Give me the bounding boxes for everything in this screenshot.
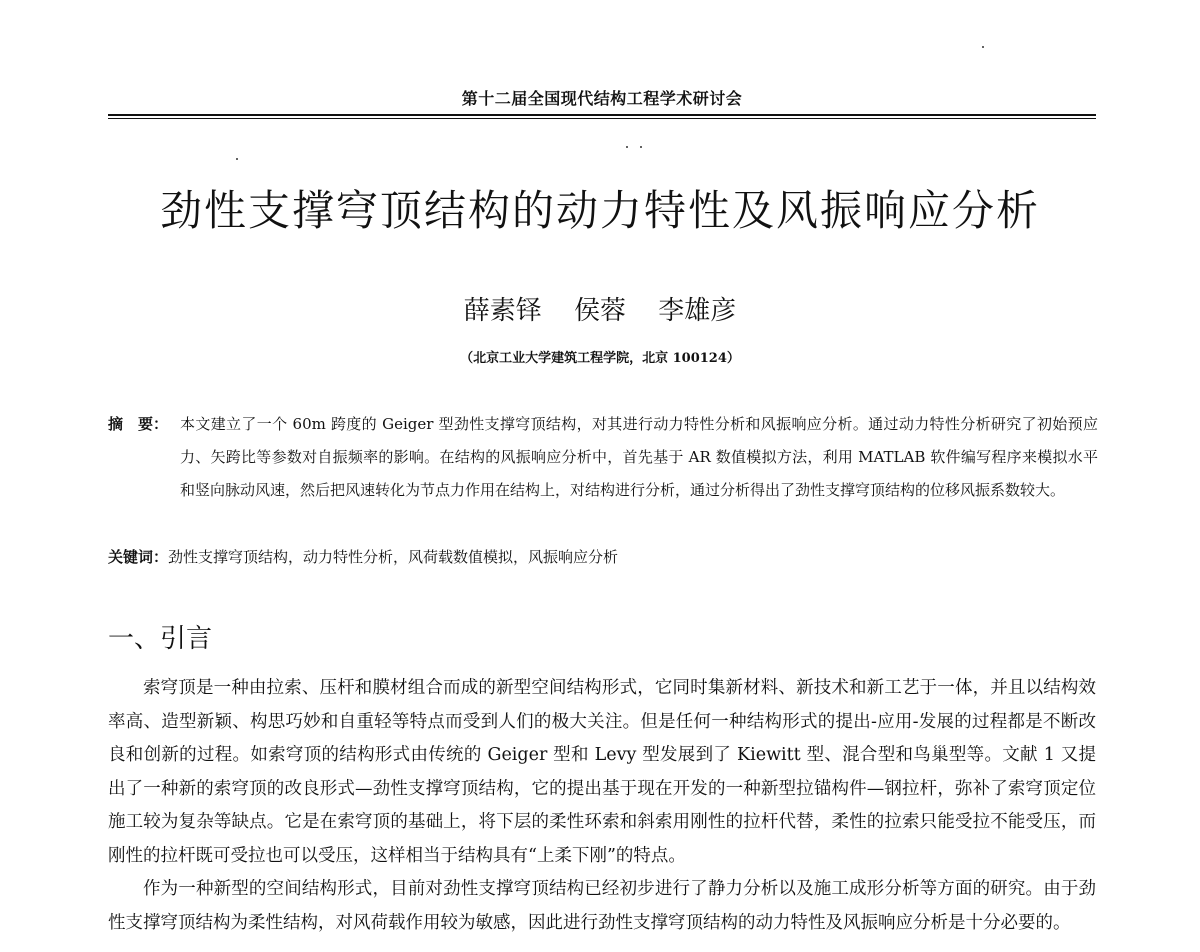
paragraph: 索穹顶是一种由拉索、压杆和膜材组合而成的新型空间结构形式，它同时集新材料、新技术和新工艺于一体，并且以结构效率高、造型新颖、构思巧妙和自重轻等特点而受到人们的极大关注。但是任何一种结构形式的提出-应用-发展的过程都是不断改良和创新的过程。如索穹顶的结构形式由传统的 Geiger 型和 Levy 型发展到了 Kiewitt 型、混合型和鸟巢型等。文献 1 又提出了一种新的索穹顶的改良形式—劲性支撑穹顶结构，它的提出基于现在开发的一种新型拉锚构件—钢拉杆，弥补了索穹顶定位施工较为复杂等缺点。它是在索穹顶的基础上，将下层的柔性环索和斜索用刚性的拉杆代替，柔性的拉索只能受拉不能受压，而刚性的拉杆既可受拉也可以受压，这样相当于结构具有“上柔下刚”的特点。 xyxy=(108,678,1096,866)
scan-speck xyxy=(626,146,628,148)
abstract-label: 摘 要： xyxy=(108,415,169,433)
keywords xyxy=(108,546,1098,567)
section-heading: 一、引言 xyxy=(108,624,213,654)
scan-speck xyxy=(640,146,642,148)
keywords-label: 关键词： xyxy=(108,548,169,566)
paper-title: 劲性支撑穹顶结构的动力特性及风振响应分析 xyxy=(159,186,1040,235)
header-rule-thick xyxy=(108,114,1096,116)
author-name: 李雄彦 xyxy=(658,296,737,326)
keywords-text: 劲性支撑穹顶结构，动力特性分析，风荷载数值模拟，风振响应分析 xyxy=(168,548,619,566)
body-text xyxy=(108,672,1096,940)
author-list xyxy=(0,290,1200,327)
author-name: 侯蓉 xyxy=(573,296,626,326)
running-header: 第十二届全国现代结构工程学术研讨会 xyxy=(461,89,743,108)
abstract-text: 本文建立了一个 60m 跨度的 Geiger 型劲性支撑穹顶结构，对其进行动力特性分析和风振响应分析。通过动力特性分析研究了初始预应力、矢跨比等参数对自振频率的影响。在结构的风振响应分析中，首先基于 AR 数值模拟方法，利用 MATLAB 软件编写程序来模拟水平和竖向脉动风速，然后把风速转化为节点力作用在结构上，对结构进行分析，通过分析得出了劲性支撑穹顶结构的位移风振系数较大。 xyxy=(180,415,1098,499)
author-name: 薛素铎 xyxy=(463,296,542,326)
abstract xyxy=(108,408,1098,507)
paragraph: 作为一种新型的空间结构形式，目前对劲性支撑穹顶结构已经初步进行了静力分析以及施工成形分析等方面的研究。由于劲性支撑穹顶结构为柔性结构，对风荷载作用较为敏感，因此进行劲性支撑穹顶结构的动力特性及风振响应分析是十分必要的。 xyxy=(108,879,1096,933)
scan-speck xyxy=(236,158,238,160)
affiliation: （北京工业大学建筑工程学院，北京 100124） xyxy=(460,351,740,366)
header-rule-thin xyxy=(108,118,1096,119)
scan-speck xyxy=(982,46,984,48)
